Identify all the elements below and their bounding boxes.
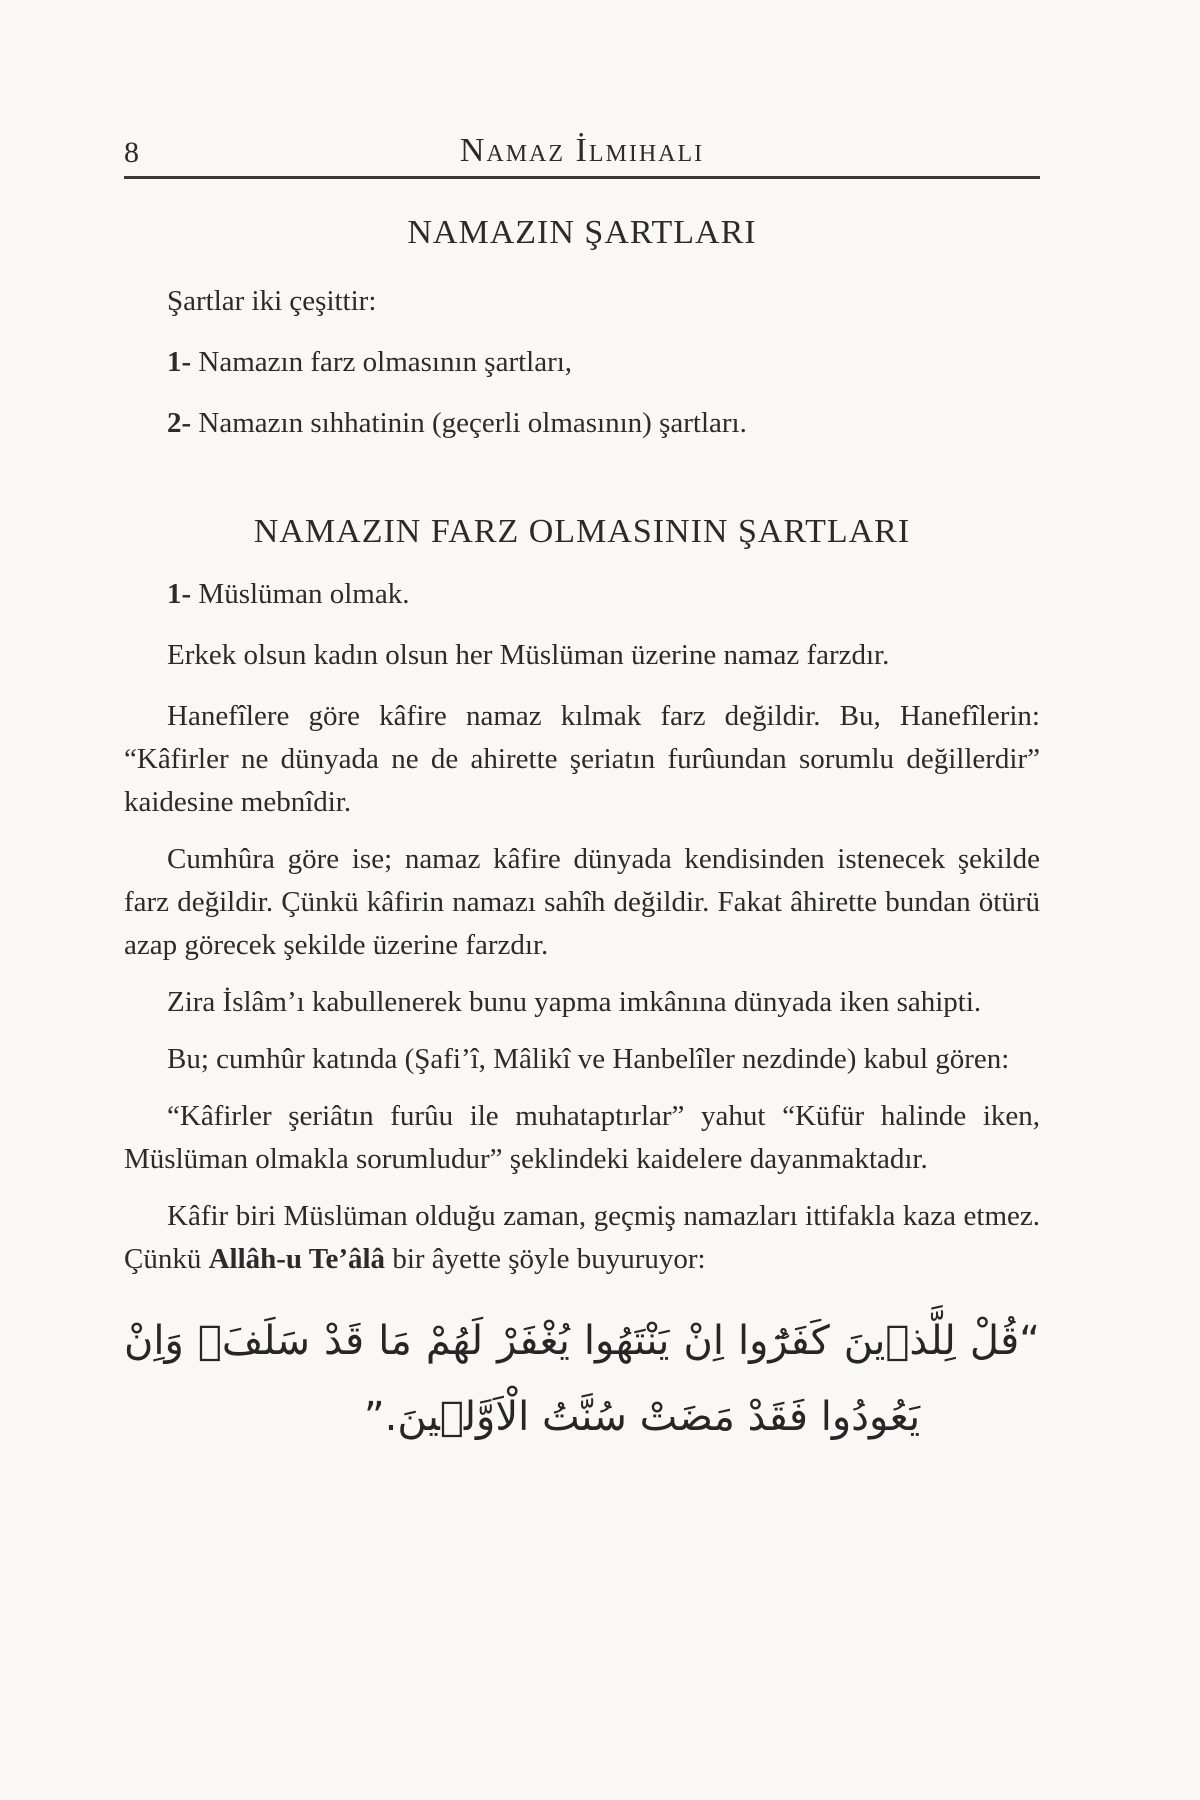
- paragraph-with-reference: [124, 1195, 1040, 1281]
- list-item: [124, 573, 1040, 616]
- paragraph-text: Kâfir biri Müslüman olduğu zaman, geçmiş namazları ittifakla kaza etmez. Çünkü: [124, 1200, 1040, 1275]
- running-head: Namaz İlmihali: [459, 132, 705, 169]
- list-text: Namazın farz olmasının şartları,: [191, 346, 573, 378]
- paragraph: Zira İslâm’ı kabullenerek bunu yapma imkânına dünyada iken sahipti.: [167, 986, 982, 1018]
- list-text: Müslüman olmak.: [191, 578, 410, 610]
- paragraph: “Kâfirler şeriâtın furûu ile muhataptırlar” yahut “Küfür halinde iken, Müslüman olmakla sorumludur” şeklindeki kaidelere dayanmaktadır.: [124, 1100, 1040, 1175]
- paragraph: Hanefîlere göre kâfire namaz kılmak farz değildir. Bu, Hanefîlerin: “Kâfirler ne dünyada ne de ahirette şeriatın furûundan sorumlu değillerdir” kaidesine mebnîdir.: [124, 700, 1040, 818]
- paragraph: Cumhûra göre ise; namaz kâfire dünyada kendisinden istenecek şekilde farz değildir. Çünkü kâfirin namazı sahîh değildir. Fakat âhirette bundan ötürü azap görecek şekilde üzerine farzdır.: [124, 843, 1040, 961]
- list-number: 2-: [167, 407, 192, 439]
- list-item: [124, 341, 1040, 384]
- section-title-obligation: NAMAZIN FARZ OLMASININ ŞARTLARI: [253, 513, 911, 550]
- list-text: Namazın sıhhatinin (geçerli olmasının) şartları.: [191, 407, 747, 439]
- page-number: 8: [124, 136, 140, 169]
- bold-name: Allâh-u Te’âlâ: [208, 1243, 386, 1275]
- paragraph: Erkek olsun kadın olsun her Müslüman üzerine namaz farzdır.: [167, 639, 890, 671]
- arabic-verse-line: يَعُودُوا فَقَدْ مَضَتْ سُنَّتُ الْاَوَّلٖينَ.”: [363, 1394, 921, 1440]
- paragraph: Bu; cumhûr katında (Şafi’î, Mâlikî ve Hanbelîler nezdinde) kabul gören:: [167, 1043, 1010, 1075]
- page-header: [124, 128, 1040, 179]
- list-number: 1-: [167, 578, 192, 610]
- section-title-conditions: NAMAZIN ŞARTLARI: [407, 214, 757, 251]
- arabic-verse: [124, 1303, 1040, 1455]
- intro-text: Şartlar iki çeşittir:: [167, 285, 377, 317]
- paragraph-text: bir âyette şöyle buyuruyor:: [385, 1243, 706, 1275]
- page-body: [124, 206, 1040, 1455]
- list-number: 1-: [167, 346, 192, 378]
- arabic-verse-line: “قُلْ لِلَّذٖينَ كَفَرُٓوا اِنْ يَنْتَهُوا يُغْفَرْ لَهُمْ مَا قَدْ سَلَفَۚ وَاِنْ: [124, 1318, 1040, 1364]
- list-item: [124, 402, 1040, 445]
